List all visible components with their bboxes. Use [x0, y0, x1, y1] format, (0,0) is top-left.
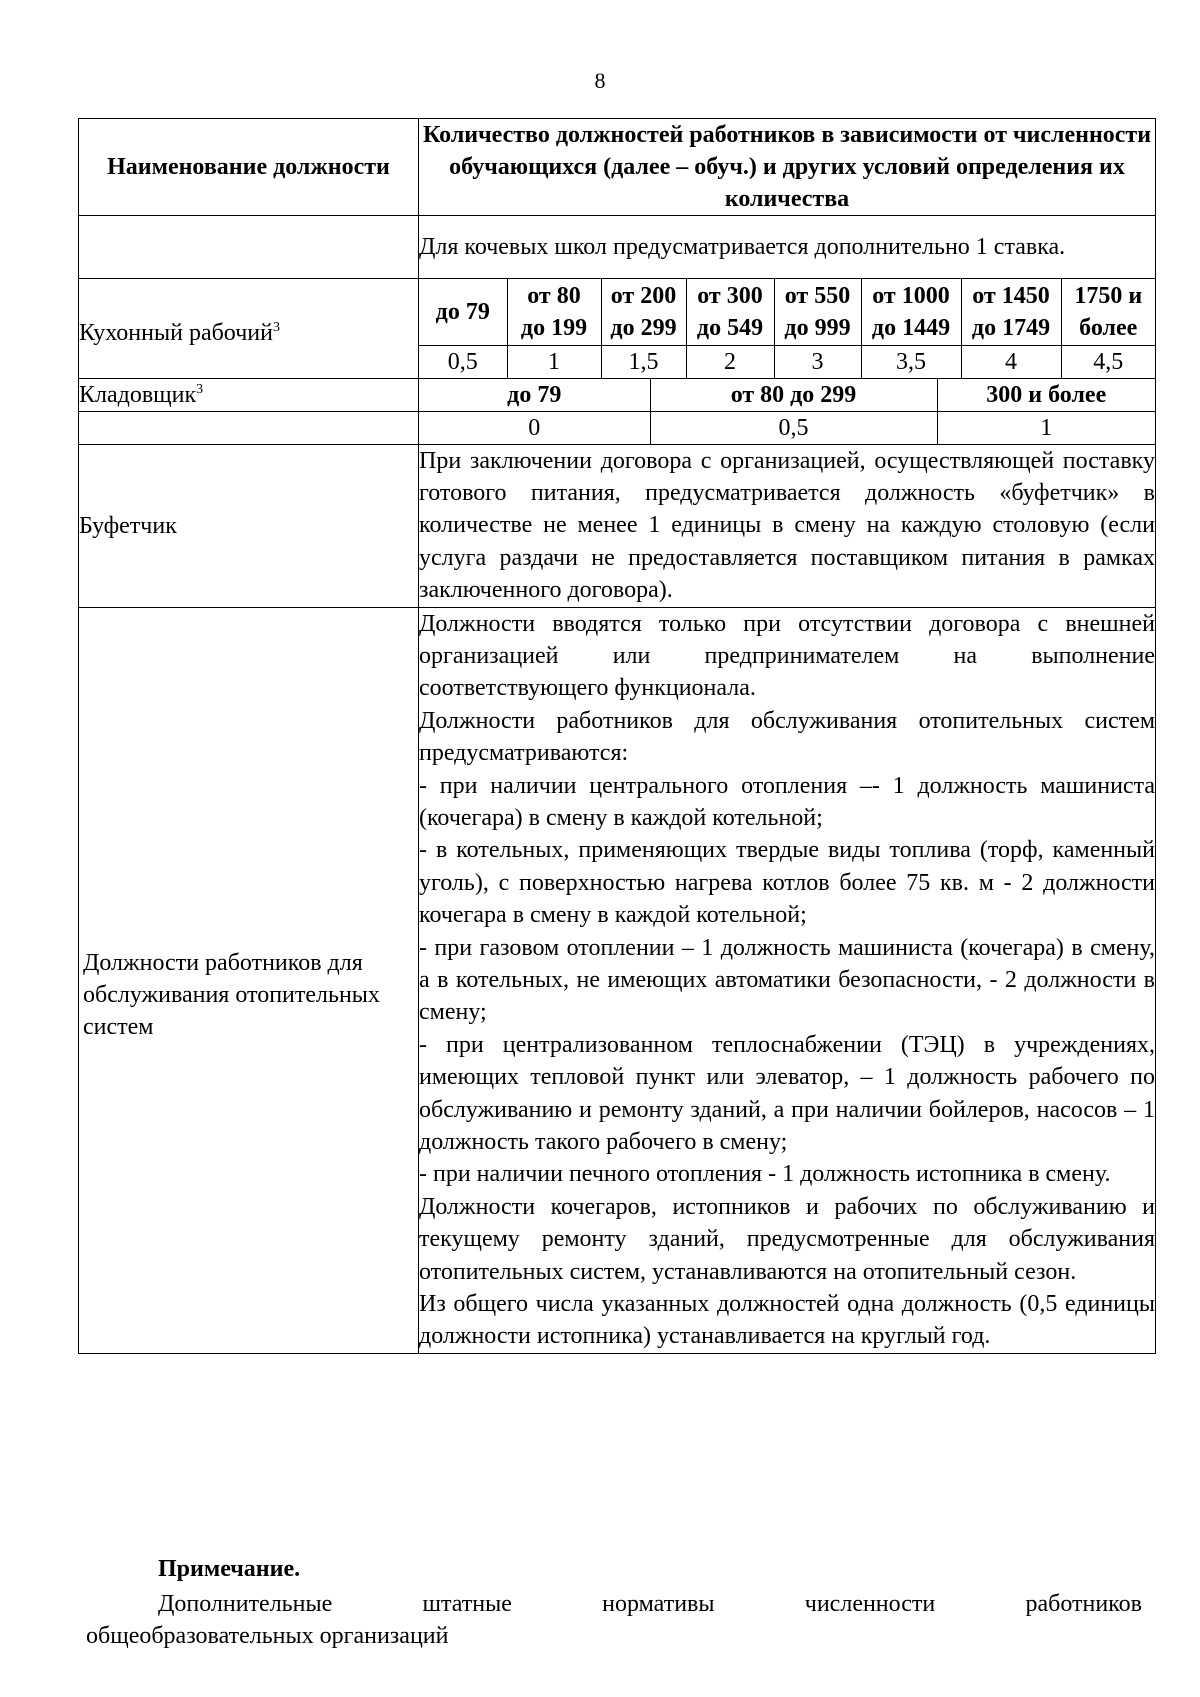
kitchen-worker-grid	[419, 279, 1155, 378]
kitchen-range: от 300 до 549	[686, 279, 774, 345]
storekeeper-range: 300 и более	[937, 379, 1155, 412]
note-line-2: общеобразовательных организаций	[86, 1623, 449, 1649]
kitchen-range: от 550 до 999	[774, 279, 861, 345]
note-body	[86, 1588, 1142, 1652]
storekeeper-grid-cell	[419, 378, 1156, 444]
heating-row	[79, 607, 1156, 1353]
heating-paragraph: Должности кочегаров, истопников и рабочих по обслуживанию и текущему ремонту зданий, предусмотренные для обслуживания отопительных систем, устанавливаются на отопительный сезон.	[419, 1193, 1155, 1285]
table-header-row	[79, 119, 1156, 216]
storekeeper-row	[79, 378, 1156, 412]
nomad-name-cell	[79, 216, 419, 279]
kitchen-value: 0,5	[419, 345, 507, 378]
kitchen-worker-row	[79, 279, 1156, 379]
staffing-table	[78, 118, 1156, 1354]
kitchen-range: от 1450 до 1749	[961, 279, 1061, 345]
kitchen-value: 1,5	[601, 345, 686, 378]
kitchen-value: 3	[774, 345, 861, 378]
heating-paragraph: Из общего числа указанных должностей одна должность (0,5 единицы должности истопника) устанавливается на круглый год.	[419, 1291, 1155, 1350]
kitchen-values-row	[419, 345, 1155, 378]
heating-label: Должности работников для обслуживания отопительных систем	[83, 950, 380, 1041]
header-position-name: Наименование должности	[79, 119, 419, 216]
heating-paragraph: - при централизованном теплоснабжении (ТЭЦ) в учреждениях, имеющих тепловой пункт или элеватор, – 1 должность рабочего по обслуживанию и ремонту зданий, а при наличии бойлеров, насосов – 1 должность такого рабочего в смену;	[419, 1031, 1155, 1156]
kitchen-worker-grid-cell	[419, 279, 1156, 379]
storekeeper-range: до 79	[419, 379, 650, 412]
note-title: Примечание.	[158, 1556, 301, 1582]
buffet-text: При заключении договора с организацией, осуществляющей поставку готового питания, предусматривается должность «буфетчик» в количестве не менее 1 единицы в смену на каждую столовую (если услуга раздачи не предоставляется поставщиком питания в рамках заключенного договора).	[419, 447, 1155, 604]
storekeeper-range: от 80 до 299	[650, 379, 937, 412]
kitchen-ranges-row	[419, 279, 1155, 345]
kitchen-value: 2	[686, 345, 774, 378]
kitchen-value: 1	[507, 345, 601, 378]
storekeeper-ranges-row	[419, 379, 1155, 412]
footnote-marker: 3	[272, 320, 280, 336]
page-number: 8	[594, 68, 606, 93]
storekeeper-value: 1	[937, 411, 1155, 444]
heating-paragraph: Должности работников для обслуживания отопительных систем предусматриваются:	[419, 707, 1155, 767]
storekeeper-values-row	[419, 411, 1155, 444]
kitchen-range: от 1000 до 1449	[861, 279, 961, 345]
nomad-school-note: Для кочевых школ предусматривается дополнительно 1 ставка.	[419, 216, 1156, 279]
buffet-row	[79, 444, 1156, 607]
storekeeper-name	[79, 378, 419, 412]
kitchen-worker-label: Кухонный рабочий	[79, 320, 273, 347]
heating-paragraph: - при газовом отоплении – 1 должность машиниста (кочегара) в смену, а в котельных, не имеющих автоматики безопасности, - 2 должности в смену;	[419, 934, 1155, 1026]
storekeeper-value: 0	[419, 411, 650, 444]
kitchen-range: 1750 и более	[1061, 279, 1155, 345]
kitchen-value: 4	[961, 345, 1061, 378]
heating-paragraph: - в котельных, применяющих твердые виды топлива (торф, каменный уголь), с поверхностью нагрева котлов более 75 кв. м - 2 должности кочегара в смену в каждой котельной;	[419, 837, 1155, 929]
storekeeper-label: Кладовщик	[79, 381, 197, 408]
footnote-marker: 3	[196, 381, 204, 397]
kitchen-range: до 79	[419, 279, 507, 345]
storekeeper-value: 0,5	[650, 411, 937, 444]
heating-description	[419, 607, 1156, 1353]
header-quantity-description: Количество должностей работников в зависимости от численности обучающихся (далее – обуч.) и других условий определения их количества	[419, 119, 1156, 216]
buffet-name: Буфетчик	[79, 444, 419, 607]
buffet-description	[419, 444, 1156, 607]
heating-name	[79, 607, 419, 1353]
heating-paragraph: - при наличии печного отопления - 1 должность истопника в смену.	[419, 1161, 1111, 1188]
nomad-school-row	[79, 216, 1156, 279]
storekeeper-empty-cell	[79, 412, 419, 445]
kitchen-value: 4,5	[1061, 345, 1155, 378]
heating-paragraph: - при наличии центрального отопления –- 1 должность машиниста (кочегара) в смену в каждой котельной;	[419, 772, 1155, 831]
kitchen-value: 3,5	[861, 345, 961, 378]
kitchen-range: от 200 до 299	[601, 279, 686, 345]
kitchen-range: от 80 до 199	[507, 279, 601, 345]
storekeeper-grid	[419, 379, 1155, 444]
heating-paragraph: Должности вводятся только при отсутствии договора с внешней организацией или предпринимателем на выполнение соответствующего функционала.	[419, 610, 1155, 702]
note-line-1: Дополнительные штатные нормативы численности работников	[158, 1591, 1142, 1617]
kitchen-worker-name	[79, 279, 419, 379]
